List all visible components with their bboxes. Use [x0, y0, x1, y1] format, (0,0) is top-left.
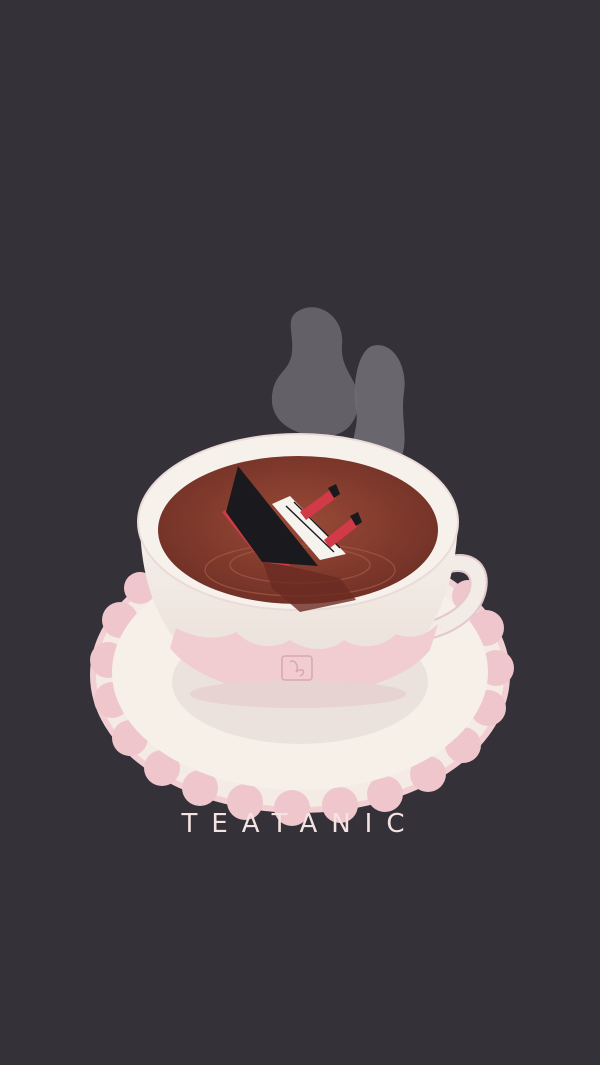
cup-base [190, 680, 406, 708]
caption-text: TEATANIC [181, 809, 419, 839]
steam-left-icon [272, 307, 358, 437]
